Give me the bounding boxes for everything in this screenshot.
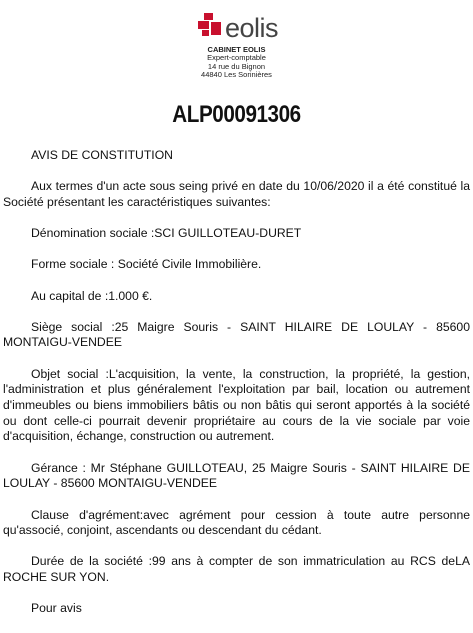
cabinet-role: Expert-comptable (207, 53, 266, 63)
legal-notice-reference: ALP00091306 (172, 101, 301, 128)
management: Gérance : Mr Stéphane GUILLOTEAU, 25 Maigre Souris - SAINT HILAIRE DE LOULAY - 85600 MONTAIGU-VENDEE (3, 460, 470, 491)
corporate-purpose: Objet social :L'acquisition, la vente, la construction, la propriété, la gestion, l'administration et plus généralement l'exploitation par bail, location ou autrement d'immeubles ou biens immobiliers bâtis ou non bâtis qui seront apportés à la société ou dont celle-ci pourrait devenir propriétaire au cours de la vie sociale par voie d'acquisition, échange, construction ou autrement. (3, 366, 470, 444)
share-capital: Au capital de :1.000 €. (31, 288, 153, 303)
notice-heading: AVIS DE CONSTITUTION (31, 148, 173, 162)
cabinet-street: 14 rue du Bignon (207, 61, 266, 71)
eolis-logo-mark-icon (195, 10, 225, 40)
notice-body (3, 148, 470, 633)
logo-wordmark: eolis (225, 13, 279, 43)
cabinet-city: 44840 Les Sorinières (201, 69, 272, 79)
eolis-logo (195, 10, 285, 44)
cabinet-address-block (0, 46, 473, 79)
notice-intro: Aux termes d'un acte sous seing privé en date du 10/06/2020 il a été constitué la Société présentant les caractéristiques suivantes: (3, 179, 470, 209)
legal-form: Forme sociale : Société Civile Immobilière. (31, 257, 262, 272)
company-name: Dénomination sociale :SCI GUILLOTEAU-DURET (31, 226, 302, 241)
registered-office: Siège social :25 Maigre Souris - SAINT HILAIRE DE LOULAY - 85600 MONTAIGU-VENDEE (3, 319, 470, 350)
company-duration: Durée de la société :99 ans à compter de son immatriculation au RCS deLA ROCHE SUR YON. (3, 554, 470, 585)
cabinet-name: CABINET EOLIS (207, 45, 266, 54)
approval-clause: Clause d'agrément:avec agrément pour cession à toute autre personne qu'associé, conjoint, ascendants ou descendant du cédant. (3, 507, 470, 538)
closing-line: Pour avis (31, 601, 82, 616)
